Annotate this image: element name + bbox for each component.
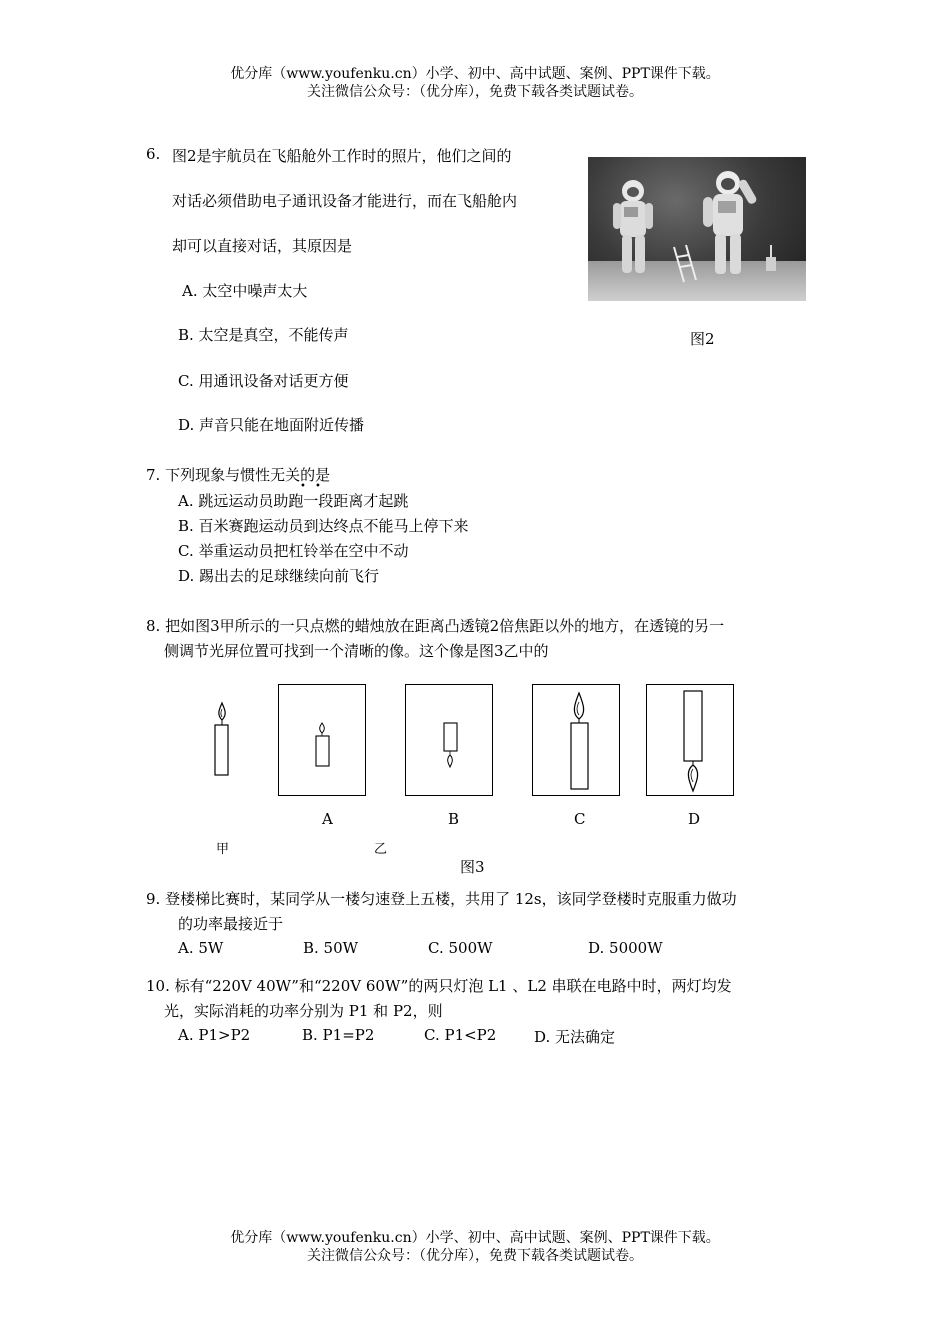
option-c-box bbox=[532, 684, 620, 796]
q6-option-c: C. 用通讯设备对话更方便 bbox=[178, 372, 349, 390]
label-d: D bbox=[688, 810, 701, 828]
q7-option-b: B. 百米赛跑运动员到达终点不能马上停下来 bbox=[178, 517, 469, 535]
option-d-box bbox=[646, 684, 734, 796]
label-b: B bbox=[448, 810, 460, 828]
q7-option-c: C. 举重运动员把杠铃举在空中不动 bbox=[178, 542, 409, 560]
q7-line-1: 7. 下列现象与惯性无关的是 bbox=[146, 466, 331, 484]
q9-line-2: 的功率最接近于 bbox=[178, 915, 284, 933]
candle-b-small-inverted bbox=[406, 685, 492, 795]
candle-jia bbox=[210, 700, 240, 780]
q8-line-2: 侧调节光屏位置可找到一个清晰的像。这个像是图3乙中的 bbox=[164, 642, 549, 660]
q10-option-b: B. P1=P2 bbox=[302, 1026, 375, 1044]
q9-option-c: C. 500W bbox=[428, 939, 493, 957]
figure-3-caption: 图3 bbox=[460, 858, 485, 876]
q7-option-a: A. 跳远运动员助跑一段距离才起跳 bbox=[178, 492, 409, 510]
q6-number: 6. bbox=[146, 145, 161, 163]
footer-line-2: 关注微信公众号：（优分库），免费下载各类试题试卷。 bbox=[307, 1248, 643, 1264]
option-a-box bbox=[278, 684, 366, 796]
header-line-1: 优分库（www.youfenku.cn）小学、初中、高中试题、案例、PPT课件下载。 bbox=[230, 66, 720, 82]
footer-line-1: 优分库（www.youfenku.cn）小学、初中、高中试题、案例、PPT课件下载。 bbox=[230, 1230, 720, 1246]
astronaut-figures bbox=[588, 157, 806, 301]
q9-option-b: B. 50W bbox=[303, 939, 359, 957]
q6-option-b: B. 太空是真空，不能传声 bbox=[178, 326, 349, 344]
label-yi: 乙 bbox=[374, 842, 388, 857]
q9-line-1: 9. 登楼梯比赛时，某同学从一楼匀速登上五楼，共用了 12s，该同学登楼时克服重力做功 bbox=[146, 890, 737, 908]
option-b-box bbox=[405, 684, 493, 796]
emphasis-dot-1: • bbox=[300, 481, 306, 492]
q6-option-d: D. 声音只能在地面附近传播 bbox=[178, 416, 365, 434]
q6-line-1: 图2是宇航员在飞船舱外工作时的照片，他们之间的 bbox=[172, 147, 512, 165]
label-jia: 甲 bbox=[216, 842, 230, 857]
q10-line-2: 光，实际消耗的功率分别为 P1 和 P2，则 bbox=[164, 1002, 443, 1020]
q10-option-a: A. P1>P2 bbox=[178, 1026, 251, 1044]
label-a: A bbox=[322, 810, 333, 828]
candle-d-large-inverted bbox=[647, 685, 733, 795]
header-line-2: 关注微信公众号：（优分库），免费下载各类试题试卷。 bbox=[307, 84, 643, 100]
candle-c-large-upright bbox=[533, 685, 619, 795]
q10-option-d: D. 无法确定 bbox=[534, 1028, 616, 1046]
figure-2-caption: 图2 bbox=[690, 330, 715, 348]
q6-line-3: 却可以直接对话，其原因是 bbox=[172, 237, 353, 255]
label-c: C bbox=[574, 810, 586, 828]
q10-option-c: C. P1<P2 bbox=[424, 1026, 497, 1044]
q9-option-d: D. 5000W bbox=[588, 939, 663, 957]
q6-option-a: A. 太空中噪声太大 bbox=[182, 282, 308, 300]
q8-line-1: 8. 把如图3甲所示的一只点燃的蜡烛放在距离凸透镜2倍焦距以外的地方，在透镜的另一 bbox=[146, 617, 725, 635]
emphasis-dot-2: • bbox=[315, 481, 321, 492]
q9-option-a: A. 5W bbox=[178, 939, 224, 957]
q6-line-2: 对话必须借助电子通讯设备才能进行，而在飞船舱内 bbox=[172, 192, 518, 210]
candle-a-small-upright bbox=[279, 685, 365, 795]
q10-line-1: 10. 标有“220V 40W”和“220V 60W”的两只灯泡 L1 、L2 串联在电路中时，两灯均发 bbox=[146, 977, 732, 995]
astronaut-photo bbox=[588, 157, 806, 301]
q7-option-d: D. 踢出去的足球继续向前飞行 bbox=[178, 567, 380, 585]
